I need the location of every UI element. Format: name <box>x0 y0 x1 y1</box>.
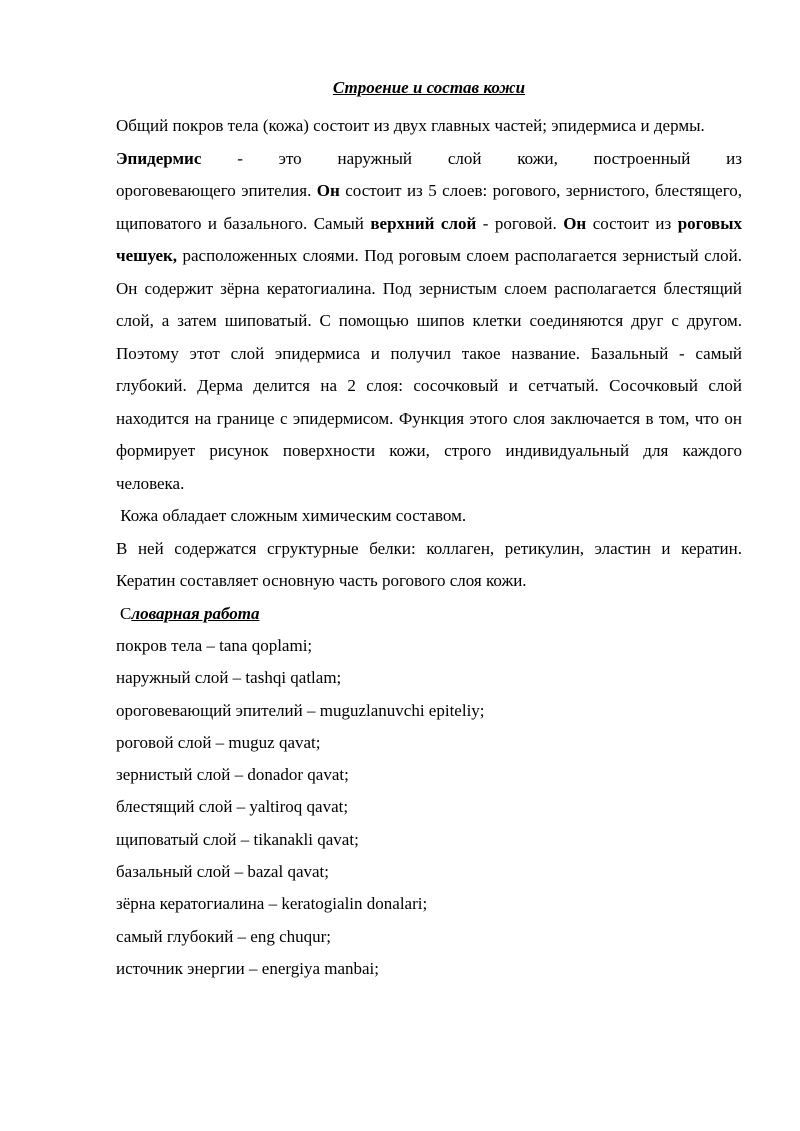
vocabulary-heading <box>116 598 742 631</box>
epi-word: слой <box>447 148 482 168</box>
epidermis-first-line <box>116 143 742 176</box>
vocab-item: источник энергии – energiya manbai; <box>116 958 379 978</box>
proteins-paragraph: В ней содержатся сгруктурные белки: коллаген, ретикулин, эластин и кератин. Кератин составляет основную часть рогового слоя кожи. <box>116 538 742 590</box>
epidermis-paragraph <box>116 143 742 501</box>
epi-seg4: состоит из <box>586 213 678 233</box>
vocab-item: наружный слой – tashqi qatlam; <box>116 668 342 688</box>
epi-word: кожи, <box>517 148 558 168</box>
epi-seg2: состоит из 5 слоев: рогового, зернистого, блестящего, щиповатого и базального. Самый <box>116 181 742 233</box>
epidermis-body <box>116 175 742 500</box>
vocab-item: зернистый слой – donador qavat; <box>116 765 349 785</box>
epi-word: наружный <box>337 148 413 168</box>
chemical-composition-line: Кожа обладает сложным химическим составом. <box>116 506 467 525</box>
document-page <box>116 78 742 985</box>
vocab-item: щиповатый слой – tikanakli qavat; <box>116 829 359 849</box>
vocab-item: базальный слой – bazal qavat; <box>116 862 329 882</box>
epi-seg5: расположенных слоями. Под роговым слоем располагается зернистый слой. Он содержит зёрна кератогиалина. Под зернистым слоем располагается блестящий слой, а затем шиповатый. С помощью шипов клетки соединяются друг с другом. Поэтому этот слой эпидермиса и получил такое название. Базальный - самый глубокий. Дерма делится на 2 слоя: сосочковый и сетчатый. Сосочковый слой находится на границе с эпидермисом. Функция этого слоя заключается в том, что он формирует рисунок поверхности кожи, строго индивидуальный для каждого человека. <box>116 246 742 493</box>
epi-word: построенный <box>593 148 691 168</box>
vocab-item: покров тела – tana qoplami; <box>116 636 313 655</box>
vocab-heading-rest: ловарная работа <box>131 603 260 623</box>
vocab-heading-first-letter: С <box>120 603 132 623</box>
vocab-item: блестящий слой – yaltiroq qavat; <box>116 797 349 817</box>
epi-on-2: Он <box>563 213 587 233</box>
epi-seg3: - роговой. <box>476 213 564 233</box>
epi-word: это <box>278 148 302 168</box>
vocab-item: самый глубокий – eng chuqur; <box>116 926 332 946</box>
epidermis-term: Эпидермис <box>116 148 202 168</box>
vocab-item: ороговевающий эпителий – muguzlanuvchi epiteliy; <box>116 700 485 720</box>
vocabulary-list <box>116 630 742 985</box>
document-title: Строение и состав кожи <box>332 78 526 97</box>
epi-word: - <box>237 148 243 168</box>
epi-upper-layer: верхний слой <box>370 213 477 233</box>
epi-on-1: Он <box>316 181 340 200</box>
epi-seg1: ороговевающего эпителия. <box>116 181 317 200</box>
vocab-item: зёрна кератогиалина – keratogialin donalari; <box>116 894 428 914</box>
intro-paragraph: Общий покров тела (кожа) состоит из двух главных частей; эпидермиса и дермы. <box>116 116 705 135</box>
epi-horny-scales: роговых чешуек, <box>116 213 742 265</box>
epi-word: из <box>726 148 742 168</box>
vocab-item: роговой слой – muguz qavat; <box>116 732 321 752</box>
